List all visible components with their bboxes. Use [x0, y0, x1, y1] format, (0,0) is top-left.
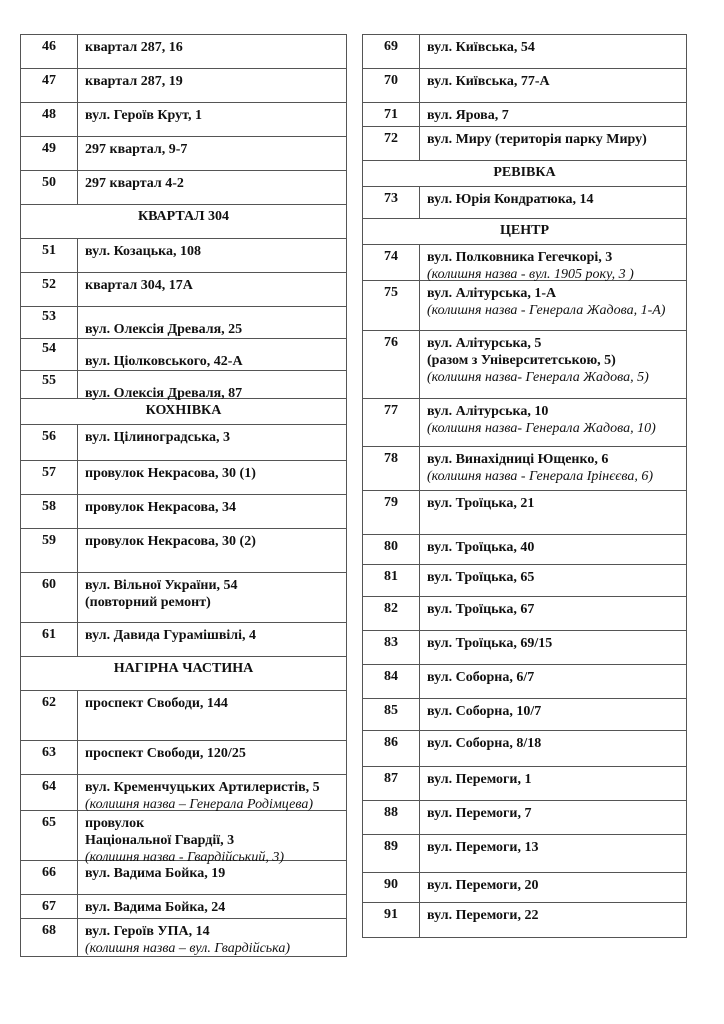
address-cell	[420, 665, 686, 698]
section-title: ЦЕНТР	[499, 223, 549, 238]
address-cell	[420, 535, 686, 564]
table-row	[21, 691, 346, 741]
row-number: 76	[363, 331, 420, 398]
address-cell	[78, 171, 346, 204]
row-number: 78	[363, 447, 420, 490]
table-row	[363, 245, 686, 281]
table-row	[21, 529, 346, 573]
table-row	[363, 187, 686, 219]
table-row	[21, 861, 346, 895]
address-line: вул. Героїв Крут, 1	[85, 108, 202, 123]
table-row	[363, 281, 686, 331]
address-table-left	[20, 34, 347, 957]
address-cell	[78, 69, 346, 102]
row-number: 74	[363, 245, 420, 280]
address-line: проспект Свободи, 120/25	[85, 746, 246, 761]
row-number: 85	[363, 699, 420, 730]
table-row	[21, 461, 346, 495]
table-row	[363, 699, 686, 731]
row-number: 60	[21, 573, 78, 622]
address-line: вул. Троїцька, 69/15	[427, 636, 553, 651]
table-row	[363, 535, 686, 565]
table-row	[363, 873, 686, 903]
address-cell	[78, 425, 346, 460]
address-cell	[420, 491, 686, 534]
table-row	[363, 801, 686, 835]
table-row	[21, 137, 346, 171]
row-number: 83	[363, 631, 420, 664]
address-cell	[78, 895, 346, 918]
table-row	[21, 69, 346, 103]
address-cell	[78, 495, 346, 528]
address-cell	[420, 69, 686, 102]
address-line: вул. Соборна, 10/7	[427, 704, 542, 719]
row-number: 64	[21, 775, 78, 810]
address-cell	[78, 811, 346, 865]
address-cell	[420, 447, 686, 490]
address-cell	[420, 565, 686, 596]
address-line: 297 квартал, 9-7	[85, 142, 188, 157]
table-row	[363, 447, 686, 491]
row-number: 91	[363, 903, 420, 937]
address-line: вул. Героїв УПА, 14	[85, 924, 210, 939]
address-line: (повторний ремонт)	[85, 595, 211, 610]
former-name-note: (колишня назва - Генерала Жадова, 1-А)	[427, 303, 666, 318]
address-cell	[420, 281, 686, 330]
address-line: вул. Перемоги, 20	[427, 878, 539, 893]
table-row	[363, 565, 686, 597]
address-line: вул. Вадима Бойка, 19	[85, 866, 226, 881]
address-cell	[420, 699, 686, 730]
address-cell	[78, 239, 346, 272]
address-cell	[78, 691, 346, 740]
address-line: вул. Соборна, 8/18	[427, 736, 542, 751]
address-line: вул. Юрія Кондратюка, 14	[427, 192, 594, 207]
table-row	[21, 573, 346, 623]
address-line: квартал 287, 19	[85, 74, 183, 89]
address-cell	[420, 187, 686, 218]
address-line: вул. Перемоги, 22	[427, 908, 539, 923]
address-cell	[78, 573, 346, 622]
row-number: 73	[363, 187, 420, 218]
former-name-note: (колишня назва - Гвардійський, 3)	[85, 850, 285, 865]
address-line: вул. Ярова, 7	[427, 108, 509, 123]
former-name-note: (колишня назва – Генерала Родімцева)	[85, 797, 314, 812]
address-cell	[420, 245, 686, 280]
address-line: вул. Ціолковського, 42-А	[85, 354, 243, 369]
address-line: вул. Алітурська, 1-А	[427, 286, 557, 301]
address-line: вул. Перемоги, 1	[427, 772, 532, 787]
row-number: 56	[21, 425, 78, 460]
table-row	[363, 665, 686, 699]
table-row	[363, 631, 686, 665]
row-number: 55	[21, 371, 78, 398]
address-line: вул. Київська, 54	[427, 40, 535, 55]
table-row	[21, 495, 346, 529]
address-cell	[78, 273, 346, 306]
address-line: вул. Олексія Древаля, 25	[85, 322, 243, 337]
address-cell	[420, 835, 686, 872]
row-number: 69	[363, 35, 420, 68]
table-row	[363, 331, 686, 399]
address-cell	[420, 767, 686, 800]
address-line: проспект Свободи, 144	[85, 696, 228, 711]
address-cell	[78, 775, 346, 810]
address-cell	[78, 103, 346, 136]
address-line: вул. Алітурська, 5	[427, 336, 542, 351]
address-line: вул. Олексія Древаля, 87	[85, 386, 243, 401]
address-line: вул. Алітурська, 10	[427, 404, 549, 419]
row-number: 63	[21, 741, 78, 774]
row-number: 46	[21, 35, 78, 68]
row-number: 86	[363, 731, 420, 766]
address-line: провулок Некрасова, 30 (1)	[85, 466, 256, 481]
address-line: вул. Винахідниці Ющенко, 6	[427, 452, 609, 467]
address-line: Національної Гвардії, 3	[85, 833, 235, 848]
table-row	[21, 371, 346, 399]
row-number: 89	[363, 835, 420, 872]
address-line: квартал 287, 16	[85, 40, 183, 55]
row-number: 81	[363, 565, 420, 596]
address-line: вул. Київська, 77-А	[427, 74, 550, 89]
row-number: 50	[21, 171, 78, 204]
address-line: вул. Цілиноградська, 3	[85, 430, 231, 445]
address-cell	[78, 529, 346, 572]
address-line: (разом з Університетською, 5)	[427, 353, 616, 368]
address-cell	[420, 903, 686, 937]
address-cell	[78, 35, 346, 68]
address-line: провулок Некрасова, 34	[85, 500, 237, 515]
table-row	[363, 731, 686, 767]
address-cell	[78, 919, 346, 956]
table-row	[363, 903, 686, 937]
address-line: вул. Троїцька, 65	[427, 570, 535, 585]
table-row	[21, 775, 346, 811]
section-header	[363, 219, 686, 245]
section-header	[363, 161, 686, 187]
address-line: вул. Троїцька, 67	[427, 602, 535, 617]
row-number: 70	[363, 69, 420, 102]
address-cell	[78, 137, 346, 170]
address-cell	[420, 399, 686, 446]
table-row	[363, 597, 686, 631]
row-number: 72	[363, 127, 420, 160]
former-name-note: (колишня назва - Генерала Ірінєєва, 6)	[427, 469, 654, 484]
table-row	[21, 239, 346, 273]
address-line: провулок	[85, 816, 145, 831]
section-title: РЕВІВКА	[493, 165, 556, 180]
section-header	[21, 657, 346, 691]
address-cell	[78, 741, 346, 774]
row-number: 53	[21, 307, 78, 338]
row-number: 51	[21, 239, 78, 272]
row-number: 47	[21, 69, 78, 102]
address-cell	[78, 307, 346, 338]
address-line: вул. Соборна, 6/7	[427, 670, 535, 685]
address-line: вул. Троїцька, 21	[427, 496, 535, 511]
address-cell	[420, 801, 686, 834]
table-row	[21, 811, 346, 865]
table-row	[21, 339, 346, 371]
row-number: 67	[21, 895, 78, 918]
section-title: КОХНІВКА	[145, 403, 222, 418]
row-number: 68	[21, 919, 78, 956]
address-line: вул. Перемоги, 7	[427, 806, 532, 821]
address-cell	[420, 331, 686, 398]
section-title: НАГІРНА ЧАСТИНА	[113, 661, 254, 676]
former-name-note: (колишня назва – вул. Гвардійська)	[85, 941, 291, 956]
row-number: 58	[21, 495, 78, 528]
address-line: вул. Миру (територія парку Миру)	[427, 132, 647, 147]
section-header	[21, 205, 346, 239]
row-number: 54	[21, 339, 78, 370]
address-cell	[78, 623, 346, 656]
table-row	[363, 103, 686, 127]
former-name-note: (колишня назва- Генерала Жадова, 10)	[427, 421, 656, 436]
row-number: 88	[363, 801, 420, 834]
address-line: квартал 304, 17А	[85, 278, 193, 293]
table-row	[363, 835, 686, 873]
address-cell	[420, 631, 686, 664]
table-row	[363, 399, 686, 447]
table-row	[363, 767, 686, 801]
row-number: 82	[363, 597, 420, 630]
address-cell	[78, 461, 346, 494]
row-number: 62	[21, 691, 78, 740]
row-number: 52	[21, 273, 78, 306]
table-row	[21, 741, 346, 775]
row-number: 71	[363, 103, 420, 126]
row-number: 84	[363, 665, 420, 698]
table-row	[363, 491, 686, 535]
row-number: 48	[21, 103, 78, 136]
table-row	[21, 919, 346, 956]
table-row	[21, 425, 346, 461]
address-line: вул. Полковника Гегечкорі, 3	[427, 250, 613, 265]
table-row	[363, 35, 686, 69]
table-row	[21, 895, 346, 919]
table-row	[21, 273, 346, 307]
row-number: 80	[363, 535, 420, 564]
address-cell	[420, 873, 686, 902]
row-number: 59	[21, 529, 78, 572]
address-line: провулок Некрасова, 30 (2)	[85, 534, 256, 549]
row-number: 90	[363, 873, 420, 902]
row-number: 65	[21, 811, 78, 860]
row-number: 75	[363, 281, 420, 330]
former-name-note: (колишня назва - вул. 1905 року, 3 )	[427, 267, 634, 282]
address-cell	[420, 127, 686, 160]
table-row	[21, 35, 346, 69]
address-cell	[78, 339, 346, 370]
table-row	[21, 623, 346, 657]
table-row	[363, 69, 686, 103]
address-cell	[420, 35, 686, 68]
address-cell	[78, 371, 346, 401]
address-line: вул. Давида Гурамішвілі, 4	[85, 628, 257, 643]
address-line: вул. Козацька, 108	[85, 244, 201, 259]
table-row	[21, 307, 346, 339]
address-cell	[78, 861, 346, 894]
row-number: 79	[363, 491, 420, 534]
row-number: 66	[21, 861, 78, 894]
address-cell	[420, 597, 686, 630]
address-table-right	[362, 34, 687, 938]
table-row	[21, 171, 346, 205]
section-header	[21, 399, 346, 425]
address-line: вул. Перемоги, 13	[427, 840, 539, 855]
address-cell	[420, 731, 686, 766]
address-line: вул. Кременчуцьких Артилеристів, 5	[85, 780, 320, 795]
address-line: вул. Троїцька, 40	[427, 540, 535, 555]
table-row	[21, 103, 346, 137]
row-number: 87	[363, 767, 420, 800]
table-row	[363, 127, 686, 161]
row-number: 61	[21, 623, 78, 656]
address-line: вул. Вадима Бойка, 24	[85, 900, 226, 915]
section-title: КВАРТАЛ 304	[137, 209, 230, 224]
address-line: 297 квартал 4-2	[85, 176, 184, 191]
row-number: 49	[21, 137, 78, 170]
row-number: 77	[363, 399, 420, 446]
address-cell	[420, 103, 686, 126]
address-line: вул. Вільної України, 54	[85, 578, 238, 593]
row-number: 57	[21, 461, 78, 494]
former-name-note: (колишня назва- Генерала Жадова, 5)	[427, 370, 649, 385]
